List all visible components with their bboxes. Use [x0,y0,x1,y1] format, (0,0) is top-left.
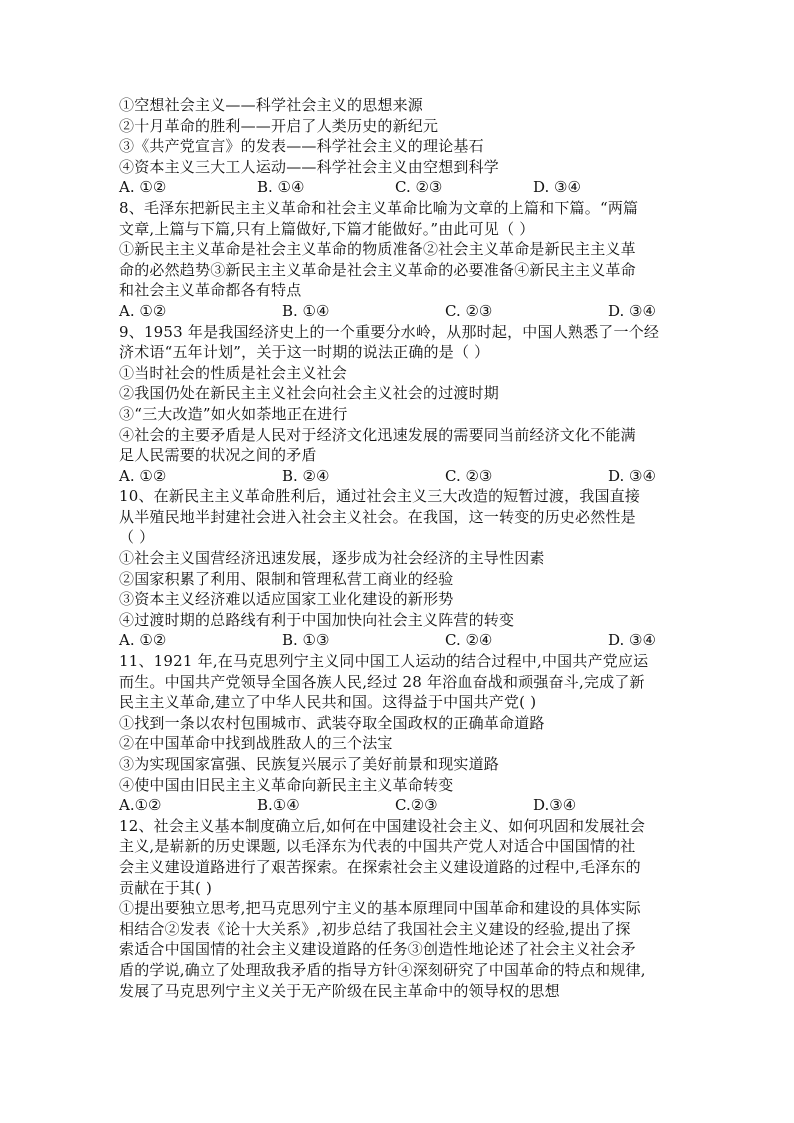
q8-option-d: D. ③④ [608,301,656,320]
q11-item-2: ②在中国革命中找到战胜敌人的三个法宝 [119,734,393,753]
q7-item-2: ②十月革命的胜利——开启了人类历史的新纪元 [119,116,439,135]
q9-options [119,466,679,487]
q10-option-d: D. ③④ [608,631,656,650]
q12-stem-3: 会主义建设道路进行了艰苦探索。在探索社会主义建设道路的过程中,毛泽东的 [119,857,641,876]
q12-item-3: 索适合中国国情的社会主义建设道路的任务③创造性地论述了社会主义社会矛 [119,940,636,959]
q10-item-3: ③资本主义经济难以适应国家工业化建设的新形势 [119,590,454,609]
q11-stem-1: 11、1921 年,在马克思列宁主义同中国工人运动的结合过程中,中国共产党应运 [119,652,649,671]
q11-stem-3: 民主主义革命,建立了中华人民共和国。这得益于中国共产党( ) [119,693,537,712]
q8-option-a: A. ①② [119,301,167,320]
q7-item-1: ①空想社会主义——科学社会主义的思想来源 [119,96,424,114]
q11-option-d: D.③④ [533,796,577,815]
q11-item-4: ④使中国由旧民主主义革命向新民主主义革命转变 [119,775,454,794]
q9-item-1: ①当时社会的性质是社会主义社会 [119,363,348,382]
q9-option-d: D. ③④ [608,466,656,485]
q7-option-b: B. ①④ [257,178,305,197]
q12-stem-4: 贡献在于其( ) [119,878,213,897]
q11-option-c: C.②③ [395,796,438,815]
q12-stem-1: 12、社会主义基本制度确立后,如何在中国建设社会主义、如何巩固和发展社会 [119,816,646,835]
q12-item-4: 盾的学说,确立了处理敌我矛盾的指导方针④深刻研究了中国革命的特点和规律, [119,960,646,979]
q7-option-c: C. ②③ [395,178,443,197]
q12-item-2: 相结合②发表《论十大关系》,初步总结了我国社会主义建设的经验,提出了探 [119,919,631,938]
q10-option-a: A. ①② [119,631,167,650]
q7-option-a: A. ①② [119,178,167,197]
q8-options [119,301,679,322]
q10-stem-2: 从半殖民地半封建社会进入社会主义社会。在我国，这一转变的历史必然性是 [119,507,636,526]
q11-stem-2: 而生。中国共产党领导全国各族人民,经过 28 年浴血奋战和顽强奋斗,完成了新 [119,672,645,691]
q8-option-c: C. ②③ [445,301,493,320]
q9-item-4: ④社会的主要矛盾是人民对于经济文化迅速发展的需要同当前经济文化不能满 [119,425,636,444]
exam-page [119,95,679,1001]
q10-stem-1: 10、在新民主主义革命胜利后，通过社会主义三大改造的短暂过渡，我国直接 [119,487,641,506]
q9-stem-1: 9、1953 年是我国经济史上的一个重要分水岭，从那时起，中国人熟悉了一个经 [119,322,660,341]
q10-option-c: C. ②④ [445,631,493,650]
q10-stem-3: （ ） [119,528,155,547]
q10-item-1: ①社会主义国营经济迅速发展，逐步成为社会经济的主导性因素 [119,549,545,568]
q11-item-1: ①找到一条以农村包围城市、武装夺取全国政权的正确革命道路 [119,713,545,732]
q8-item-1: ①新民主主义革命是社会主义革命的物质准备②社会主义革命是新民主主义革 [119,240,636,259]
q10-options [119,630,679,651]
q11-options [119,795,679,816]
q10-option-b: B. ①③ [282,631,330,650]
q9-option-c: C. ②③ [445,466,493,485]
q8-stem-1: 8、毛泽东把新民主主义革命和社会主义革命比喻为文章的上篇和下篇。“两篇 [119,198,639,217]
q8-stem-2: 文章,上篇与下篇,只有上篇做好,下篇才能做好。”由此可见（ ） [119,219,535,238]
q11-option-b: B.①④ [257,796,300,815]
q7-item-4: ④资本主义三大工人运动——科学社会主义由空想到科学 [119,157,500,176]
q8-item-2: 命的必然趋势③新民主主义革命是社会主义革命的必要准备④新民主主义革命 [119,260,636,279]
q10-item-4: ④过渡时期的总路线有利于中国加快向社会主义阵营的转变 [119,610,515,629]
q12-item-1: ①提出要独立思考,把马克思列宁主义的基本原理同中国革命和建设的具体实际 [119,899,641,918]
q8-item-3: 和社会主义革命都各有特点 [119,281,302,300]
q9-item-3: ③“三大改造”如火如荼地正在进行 [119,404,348,423]
q10-item-2: ②国家积累了利用、限制和管理私营工商业的经验 [119,569,454,588]
q12-stem-2: 主义,是崭新的历史课题, 以毛泽东为代表的中国共产党人对适合中国国情的社 [119,837,636,856]
q9-option-b: B. ②④ [282,466,330,485]
q9-stem-2: 济术语“五年计划”，关于这一时期的说法正确的是（ ） [119,343,490,362]
q9-item-2: ②我国仍处在新民主主义社会向社会主义社会的过渡时期 [119,384,500,403]
q7-option-d: D. ③④ [533,178,581,197]
q7-item-3: ③《共产党宣言》的发表——科学社会主义的理论基石 [119,137,484,156]
q7-options [119,177,679,198]
q9-item-4-cont: 足人民需要的状况之间的矛盾 [119,446,317,465]
q12-item-5: 发展了马克思列宁主义关于无产阶级在民主革命中的领导权的思想 [119,981,560,1000]
q11-item-3: ③为实现国家富强、民族复兴展示了美好前景和现实道路 [119,755,500,773]
q11-option-a: A.①② [119,796,162,815]
q8-option-b: B. ①④ [282,301,330,320]
q9-option-a: A. ①② [119,466,167,485]
